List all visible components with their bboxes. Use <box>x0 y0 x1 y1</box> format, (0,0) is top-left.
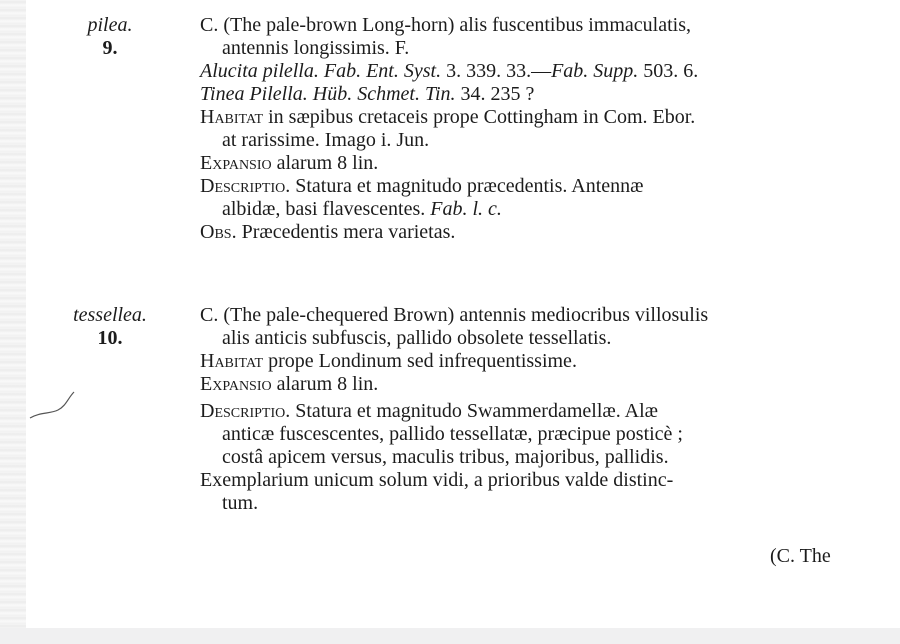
entry-9-line-9 <box>222 198 502 221</box>
reference-citation: 503. 6. <box>638 60 699 82</box>
scan-edge-shadow <box>0 0 26 628</box>
reference-title: Fab. Supp. <box>551 60 639 82</box>
section-text: alarum 8 lin. <box>271 373 379 395</box>
section-heading: Descriptio. <box>200 400 291 422</box>
reference-citation: 3. 339. 33.— <box>441 60 552 82</box>
entry-10-line-6: anticæ fuscescentes, pallido tessellatæ, præcipue posticè ; <box>222 423 683 445</box>
viewer-footer-strip <box>0 628 900 644</box>
reference-citation: Fab. l. c. <box>425 198 502 220</box>
reference-citation: 34. 235 ? <box>455 83 535 105</box>
species-number: 10. <box>97 327 123 349</box>
section-heading: Habitat <box>200 350 264 372</box>
species-name: tessellea. <box>73 304 147 326</box>
species-name: pilea. <box>87 14 133 36</box>
entry-10-line-8: Exemplarium unicum solum vidi, a prioribus valde distinc- <box>200 469 674 491</box>
pencil-mark-icon <box>28 380 88 430</box>
entry-9-line-1: C. (The pale-brown Long-horn) alis fuscentibus immaculatis, <box>200 14 691 36</box>
entry-10-line-3 <box>200 350 577 373</box>
reference-title: Alucita pilella. Fab. Ent. Syst. <box>200 60 442 82</box>
entry-10-line-9: tum. <box>222 492 259 514</box>
entry-9-line-8 <box>200 175 644 198</box>
catchword: (C. The <box>770 545 831 567</box>
entry-10-line-2: alis anticis subfuscis, pallido obsolete tessellatis. <box>222 327 612 349</box>
entry-10-line-5 <box>200 400 658 423</box>
reference-title: Tinea Pilella. Hüb. Schmet. Tin. <box>200 83 456 105</box>
entry-9-line-6: at rarissime. Imago i. Jun. <box>222 129 430 151</box>
section-heading: Obs. <box>200 221 237 243</box>
section-text: Statura et magnitudo Swammerdamellæ. Alæ <box>290 400 658 422</box>
section-text: prope Londinum sed infrequentissime. <box>263 350 577 372</box>
entry-9-line-3 <box>200 60 698 83</box>
section-heading: Expansio <box>200 373 272 395</box>
species-margin-label-tessellea <box>55 304 165 350</box>
species-number: 9. <box>102 37 118 59</box>
section-text: albidæ, basi flavescentes. <box>222 198 426 220</box>
entry-9-line-7 <box>200 152 378 175</box>
entry-9-line-2: antennis longissimis. F. <box>222 37 410 59</box>
entry-10-line-1: C. (The pale-chequered Brown) antennis mediocribus villosulis <box>200 304 709 326</box>
section-heading: Habitat <box>200 106 264 128</box>
section-text: in sæpibus cretaceis prope Cottingham in Com. Ebor. <box>263 106 696 128</box>
entry-9-line-10 <box>200 221 455 244</box>
entry-9-line-4 <box>200 83 534 106</box>
section-text: Præcedentis mera varietas. <box>236 221 456 243</box>
species-margin-label-pilea <box>55 14 165 60</box>
section-heading: Expansio <box>200 152 272 174</box>
entry-9-line-5 <box>200 106 695 129</box>
section-text: Statura et magnitudo præcedentis. Antennæ <box>290 175 644 197</box>
section-text: alarum 8 lin. <box>271 152 379 174</box>
entry-10-line-7: costâ apicem versus, maculis tribus, majoribus, pallidis. <box>222 446 669 468</box>
section-heading: Descriptio. <box>200 175 291 197</box>
entry-10-line-4 <box>200 373 378 396</box>
